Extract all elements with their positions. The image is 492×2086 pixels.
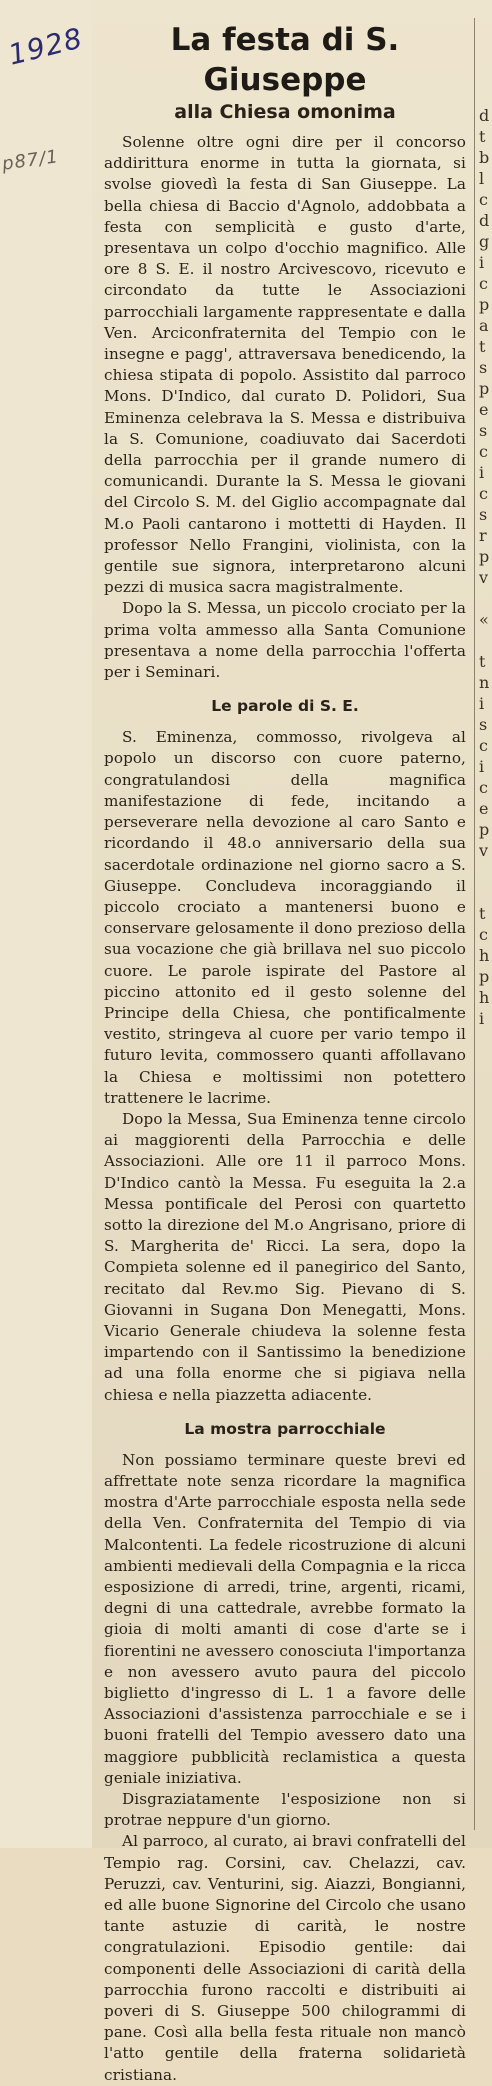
section-parish-exhibition bbox=[104, 1418, 466, 2086]
clipping-margin bbox=[0, 0, 92, 1848]
section-heading: La mostra parrocchiale bbox=[184, 1419, 386, 1438]
adjacent-column-fragment: c bbox=[479, 274, 488, 293]
paragraph: Al parroco, al curato, ai bravi confratelli del Tempio rag. Corsini, cav. Chelazzi, cav. Peruzzi, cav. Venturini, sig. Aiazzi, Bongianni, ed alle buone Signorine del Circolo che usano tante astuzie di carità, le nostre congratulazioni. Episodio gentile: dai componenti delle Associazioni di carità della parrocchia furono raccolti e distribuiti ai poveri di S. Giuseppe 500 chilogrammi di pane. Così alla bella festa rituale non mancò l'atto gentile della fraterna solidarietà cristiana. bbox=[104, 1832, 466, 2084]
section-heading: Le parole di S. E. bbox=[211, 697, 359, 716]
adjacent-column-fragment: d bbox=[479, 211, 490, 230]
adjacent-column-fragment: t bbox=[479, 904, 486, 923]
adjacent-column-fragment: i bbox=[479, 757, 485, 776]
adjacent-column-fragment: r bbox=[479, 526, 487, 545]
adjacent-column-fragment: c bbox=[479, 778, 488, 797]
adjacent-column-fragment: b bbox=[479, 148, 490, 167]
adjacent-column-fragment: i bbox=[479, 463, 485, 482]
adjacent-column-fragment: d bbox=[479, 106, 490, 125]
paragraph: Disgraziatamente l'esposizione non si protrae neppure d'un giorno. bbox=[104, 1790, 466, 1830]
adjacent-column-fragment: e bbox=[479, 400, 489, 419]
adjacent-column-fragment: c bbox=[479, 484, 488, 503]
section-words-of-eminence bbox=[104, 695, 466, 1406]
adjacent-column-fragment: v bbox=[479, 568, 489, 587]
adjacent-column-fragment: c bbox=[479, 925, 488, 944]
adjacent-column-fragments bbox=[479, 105, 492, 1825]
adjacent-column-fragment: t bbox=[479, 127, 486, 146]
article bbox=[104, 18, 466, 2084]
adjacent-column-fragment: t bbox=[479, 652, 486, 671]
adjacent-column-fragment: c bbox=[479, 442, 488, 461]
adjacent-column-fragment: h bbox=[479, 946, 490, 965]
adjacent-column-fragment bbox=[479, 882, 492, 903]
adjacent-column-fragment bbox=[479, 1029, 492, 1050]
adjacent-column-fragment bbox=[479, 630, 492, 651]
adjacent-column-fragment: c bbox=[479, 190, 488, 209]
adjacent-column-fragment bbox=[479, 861, 492, 882]
article-title: La festa di S. Giuseppe bbox=[170, 22, 400, 98]
column-rule bbox=[474, 18, 475, 1830]
article-subtitle: alla Chiesa omonima bbox=[174, 101, 396, 123]
handwritten-archive-code: p87/1 bbox=[0, 146, 61, 175]
adjacent-column-fragment: s bbox=[479, 715, 488, 734]
adjacent-column-fragment: p bbox=[479, 820, 490, 839]
section-intro bbox=[104, 132, 466, 683]
adjacent-column-fragment: p bbox=[479, 379, 490, 398]
adjacent-column-fragment: c bbox=[479, 736, 488, 755]
adjacent-column-fragment: g bbox=[479, 232, 490, 251]
adjacent-column-fragment: s bbox=[479, 421, 488, 440]
adjacent-column-fragment: t bbox=[479, 337, 486, 356]
adjacent-column-fragment: s bbox=[479, 505, 488, 524]
adjacent-column-fragment: n bbox=[479, 673, 490, 692]
adjacent-column-fragment: l bbox=[479, 169, 485, 188]
adjacent-column-fragment: i bbox=[479, 1009, 485, 1028]
paragraph: Dopo la Messa, Sua Eminenza tenne circolo ai maggiorenti della Parrocchia e delle Associazioni. Alle ore 11 il parroco Mons. D'Indico cantò la Messa. Fu eseguita la 2.a Messa pontificale del Perosi con quartetto sotto la direzione del M.o Angrisano, priore di S. Margherita de' Ricci. La sera, dopo la Compieta solenne ed il panegirico del Santo, recitato dal Rev.mo Sig. Pievano di S. Giovanni in Sugana Don Menegatti, Mons. Vicario Generale chiudeva la solenne festa impartendo con il Santissimo la benedizione ad una folla enorme che si pigiava nella chiesa e nella piazzetta adiacente. bbox=[104, 1109, 466, 1404]
adjacent-column-fragment: h bbox=[479, 988, 490, 1007]
adjacent-column-fragment bbox=[479, 588, 492, 609]
adjacent-column-fragment: p bbox=[479, 295, 490, 314]
adjacent-column-fragment: « bbox=[479, 610, 489, 629]
paragraph: Solenne oltre ogni dire per il concorso addirittura enorme in tutta la giornata, si svolse giovedì la festa di San Giuseppe. La bella chiesa di Baccio d'Agnolo, addobbata a festa con semplicità e gusto d'arte, presentava un colpo d'occhio magnifico. Alle ore 8 S. E. il nostro Arcivescovo, ricevuto e circondato da tutte le Associazioni parrocchiali largamente rappresentate e dalla Ven. Arciconfraternita del Tempio con le insegne e pagg', attraversava benedicendo, la chiesa stipata di popolo. Assistito dal parroco Mons. D'Indico, dal curato D. Polidori, Sua Eminenza celebrava la S. Messa e distribuiva la S. Comunione, coadiuvato dai Sacerdoti della parrocchia per il grande numero di comunicandi. Durante la S. Messa le giovani del Circolo S. M. del Giglio accompagnate dal M.o Paoli cantarono i mottetti di Hayden. Il professor Nello Frangini, violinista, con la gentile sue signora, interpretarono alcuni pezzi di musica sacra magistralmente. bbox=[104, 133, 466, 597]
adjacent-column-fragment: i bbox=[479, 253, 485, 272]
adjacent-column-fragment: e bbox=[479, 799, 489, 818]
adjacent-column-fragment: v bbox=[479, 841, 489, 860]
adjacent-column-fragment bbox=[479, 1050, 492, 1071]
paragraph: S. Eminenza, commosso, rivolgeva al popolo un discorso con cuore paterno, congratulandosi della magnifica manifestazione di fede, incitando a perseverare nella devozione al caro Santo e ricordando il 48.o anniversario della sua sacerdotale ordinazione nel giorno sacro a S. Giuseppe. Concludeva incoraggiando il piccolo crociato a mantenersi buono e conservare gelosamente il dono prezioso della sua vocazione che già brillava nel suo piccolo cuore. Le parole ispirate del Pastore al piccino attonito ed il gesto solenne del Principe della Chiesa, che pontificalmente vestito, stringeva al cuore per vario tempo il futuro levita, commossero quanti affollavano la Chiesa e moltissimi non potettero trattenere le lacrime. bbox=[104, 728, 466, 1107]
paragraph: Non possiamo terminare queste brevi ed affrettate note senza ricordare la magnifica mostra d'Arte parrocchiale esposta nella sede della Ven. Confraternita del Tempio di via Malcontenti. La fedele ricostruzione di alcuni ambienti medievali della Compagnia e la ricca esposizione di arredi, trine, argenti, ricami, degni di una cattedrale, avrebbe formato la gioia di molti amanti di cose d'arte se i fiorentini ne avessero conosciuta l'importanza e non avessero avuto paura del piccolo biglietto d'ingresso di L. 1 a favore delle Associazioni d'assistenza parrocchiale e se i buoni fratelli del Tempio avessero dato una maggiore pubblicità reclamistica a questa geniale iniziativa. bbox=[104, 1450, 466, 1787]
paragraph: Dopo la S. Messa, un piccolo crociato per la prima volta ammesso alla Santa Comunione presentava a nome della parrocchia l'offerta per i Seminari. bbox=[104, 599, 466, 682]
adjacent-column-fragment: i bbox=[479, 694, 485, 713]
adjacent-column-fragment: s bbox=[479, 358, 488, 377]
adjacent-column-fragment: a bbox=[479, 316, 489, 335]
adjacent-column-fragment: p bbox=[479, 967, 490, 986]
handwritten-year-note: 1928 bbox=[5, 21, 87, 72]
adjacent-column-fragment: p bbox=[479, 547, 490, 566]
